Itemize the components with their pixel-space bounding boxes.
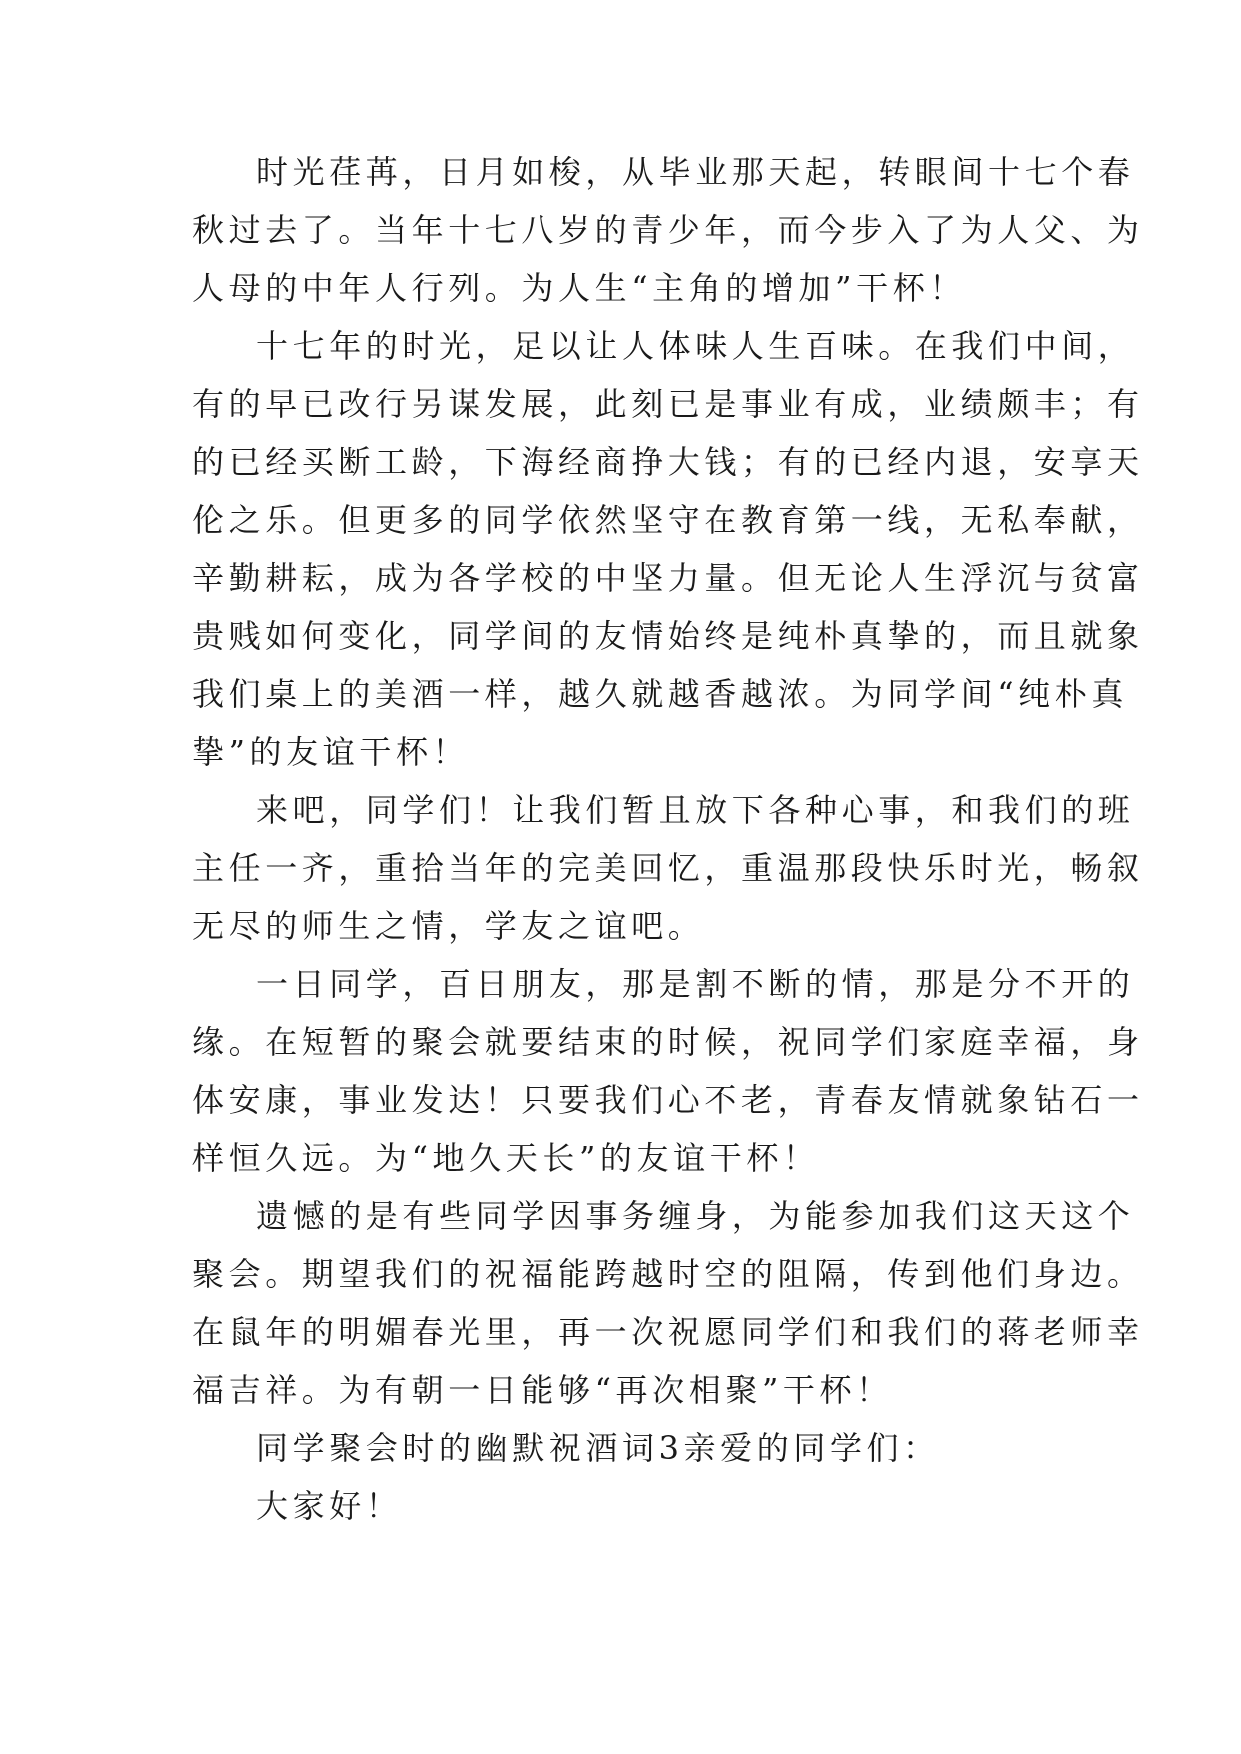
paragraph-2-line-2: 有的早已改行另谋发展，此刻已是事业有成，业绩颇丰；有 xyxy=(192,385,1144,423)
paragraph-1-line-1: 时光荏苒，日月如梭，从毕业那天起，转眼间十七个春 xyxy=(256,153,1135,191)
paragraph-4-line-4: 样恒久远。为“地久天长”的友谊干杯！ xyxy=(192,1139,820,1177)
paragraph-2-line-8: 挚”的友谊干杯！ xyxy=(192,733,470,771)
paragraph-2-line-1: 十七年的时光，足以让人体味人生百味。在我们中间， xyxy=(256,327,1135,365)
paragraph-5-line-4: 福吉祥。为有朝一日能够“再次相聚”干杯！ xyxy=(192,1371,893,1409)
paragraph-1-line-2: 秋过去了。当年十七八岁的青少年，而今步入了为人父、为 xyxy=(192,211,1144,249)
paragraph-5-line-2: 聚会。期望我们的祝福能跨越时空的阻隔，传到他们身边。 xyxy=(192,1255,1144,1293)
paragraph-3-line-2: 主任一齐，重拾当年的完美回忆，重温那段快乐时光，畅叙 xyxy=(192,849,1144,887)
paragraph-3-line-1: 来吧，同学们！让我们暂且放下各种心事，和我们的班 xyxy=(256,791,1135,829)
paragraph-4-line-2: 缘。在短暂的聚会就要结束的时候，祝同学们家庭幸福，身 xyxy=(192,1023,1144,1061)
paragraph-2-line-7: 我们桌上的美酒一样，越久就越香越浓。为同学间“纯朴真 xyxy=(192,675,1128,713)
paragraph-2-line-3: 的已经买断工龄，下海经商挣大钱；有的已经内退，安享天 xyxy=(192,443,1144,481)
paragraph-5-line-1: 遗憾的是有些同学因事务缠身，为能参加我们这天这个 xyxy=(256,1197,1135,1235)
greeting: 大家好！ xyxy=(256,1487,403,1525)
paragraph-2-line-6: 贵贱如何变化，同学间的友情始终是纯朴真挚的，而且就象 xyxy=(192,617,1144,655)
paragraph-1-line-3: 人母的中年人行列。为人生“主角的增加”干杯！ xyxy=(192,269,966,307)
paragraph-5-line-3: 在鼠年的明媚春光里，再一次祝愿同学们和我们的蒋老师幸 xyxy=(192,1313,1144,1351)
paragraph-2-line-5: 辛勤耕耘，成为各学校的中坚力量。但无论人生浮沉与贫富 xyxy=(192,559,1144,597)
paragraph-3-line-3: 无尽的师生之情，学友之谊吧。 xyxy=(192,907,705,945)
paragraph-4-line-3: 体安康，事业发达！只要我们心不老，青春友情就象钻石一 xyxy=(192,1081,1144,1119)
section-heading: 同学聚会时的幽默祝酒词3亲爱的同学们： xyxy=(256,1429,940,1467)
paragraph-4-line-1: 一日同学，百日朋友，那是割不断的情，那是分不开的 xyxy=(256,965,1135,1003)
paragraph-2-line-4: 伦之乐。但更多的同学依然坚守在教育第一线，无私奉献， xyxy=(192,501,1144,539)
